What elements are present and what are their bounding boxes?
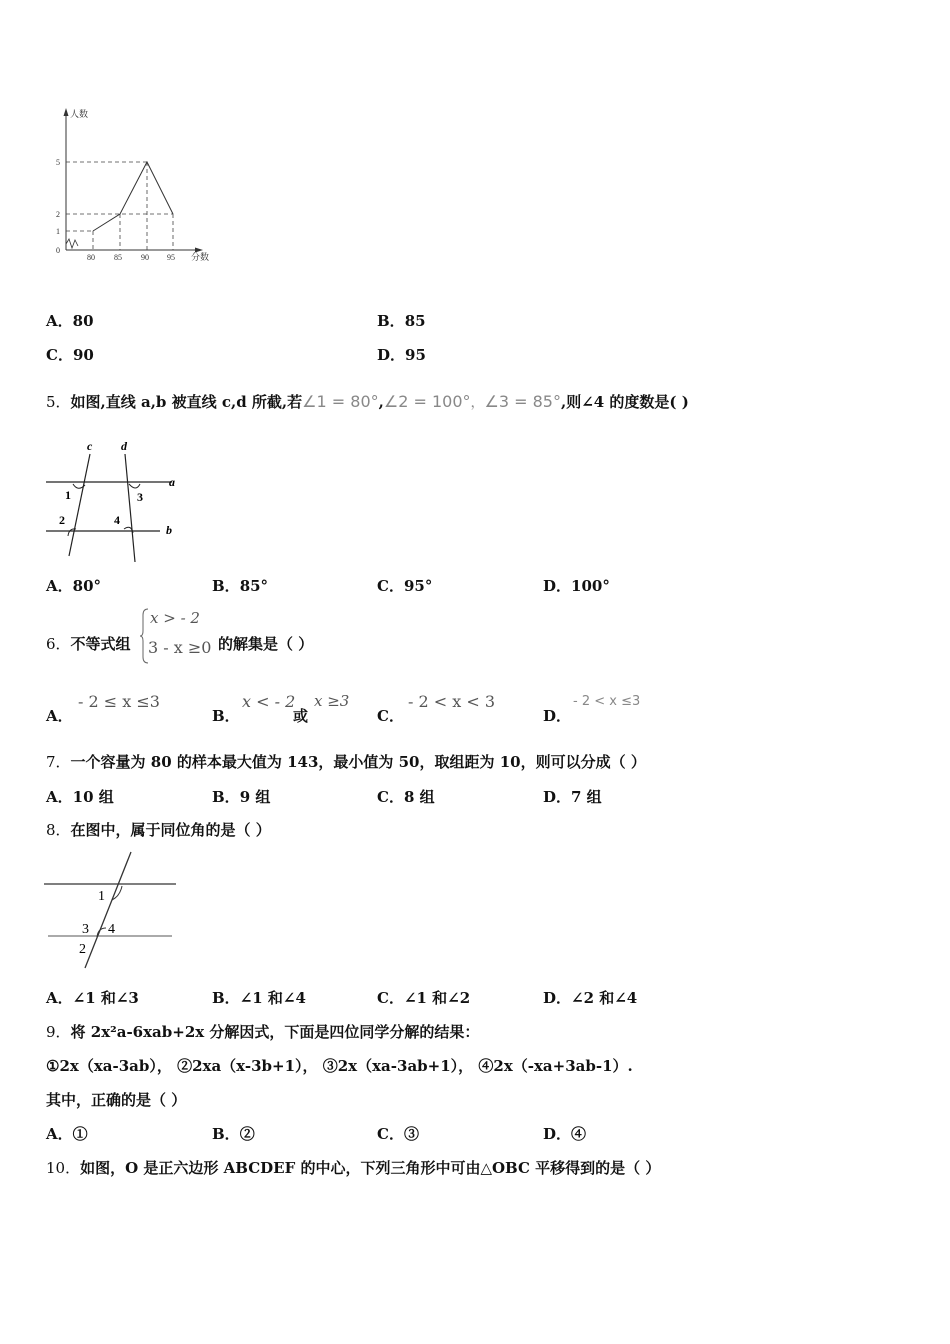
graph-xtick: 90 [141,253,149,262]
q7-option-c[interactable]: C．8 组 [377,788,435,806]
q6-option-b-math-a: x < - 2 [242,692,296,711]
q5-angle-3: 3 [137,490,143,504]
q6-number-stem: 6．不等式组 [46,635,131,653]
q8-stem: 8．在图中，属于同位角的是（ ） [46,821,271,839]
q6-option-d-math: - 2 < x ≤3 [573,694,641,709]
q6-option-d[interactable]: D． [543,707,572,725]
q9-question: 其中，正确的是（ ） [46,1091,187,1109]
q8-option-b[interactable]: B．∠1 和∠4 [212,989,306,1007]
q9-option-b[interactable]: B．② [212,1125,255,1143]
q7-option-d[interactable]: D．7 组 [543,788,602,806]
graph-ytick: 2 [56,210,60,219]
q8-angle-3: 3 [82,922,89,937]
q6-option-c-math: - 2 < x < 3 [408,692,496,711]
graph-ytick: 1 [56,227,60,236]
q9-option-d[interactable]: D．④ [543,1125,587,1143]
q5-option-d[interactable]: D．100° [543,577,610,595]
q5-label-d: d [121,439,127,453]
q8-option-d[interactable]: D．∠2 和∠4 [543,989,638,1007]
q9-option-a[interactable]: A．① [46,1125,88,1143]
q6-option-b-or: 或 [293,707,309,725]
graph-xtick: 95 [167,253,175,262]
q5-option-a[interactable]: A．80° [46,577,102,595]
q6-stem-end: 的解集是（ ） [218,635,314,653]
q5-label-b: b [166,523,172,537]
graph-ytick: 5 [56,158,60,167]
q5-stem: 5．如图,直线 a,b 被直线 c,d 所截,若∠1 = 80°,∠2 = 100°，∠3 = 85°,则∠4 的度数是( ) [46,392,689,411]
q4-option-b[interactable]: B．85 [377,312,426,330]
q6-option-a-math: - 2 ≤ x ≤3 [78,692,160,711]
graph-xlabel: 分数 [191,252,210,262]
q5-option-b[interactable]: B．85° [212,577,269,595]
q4-option-c[interactable]: C．90 [46,346,94,364]
q7-stem: 7．一个容量为 80 的样本最大值为 143，最小值为 50，取组距为 10，则可以分成（ ） [46,753,646,771]
q5-angle-2: 2 [59,513,65,527]
graph-xtick: 85 [114,253,122,262]
q6-option-a[interactable]: A． [46,707,73,725]
q5-label-c: c [87,439,93,453]
q8-figure [42,848,182,976]
q6-system-line2: 3 - x ≥0 [148,638,212,657]
q5-angle-4: 4 [114,513,120,527]
q5-label-a: a [169,475,175,489]
q10-number: 10． [46,1159,81,1177]
q10-stem: 10．如图，O 是正六边形 ABCDEF 的中心，下列三角形中可由△OBC 平移得到的是（ ） [46,1159,661,1177]
q6-option-c[interactable]: C． [377,707,404,725]
q6-option-b[interactable]: B． [212,707,240,725]
q9-number: 9． [46,1023,71,1041]
q5-option-c[interactable]: C．95° [377,577,433,595]
q4-option-d[interactable]: D．95 [377,346,426,364]
q6-number: 6． [46,635,71,653]
q6-system-line1: x > - 2 [150,609,200,627]
q9-option-c[interactable]: C．③ [377,1125,419,1143]
q5-cond1: ∠1 = 80° [302,392,379,411]
q5-angle-1: 1 [65,488,71,502]
q8-angle-1: 1 [98,889,105,904]
q8-option-c[interactable]: C．∠1 和∠2 [377,989,471,1007]
q8-number: 8． [46,821,71,839]
q8-angle-2: 2 [79,942,86,957]
q9-results: ①2x（xa-3ab）， ②2xa（x-3b+1）， ③2x（xa-3ab+1）， ④2x（-xa+3ab-1）. [46,1057,633,1075]
graph-ylabel: 人数 [70,109,89,119]
q7-option-a[interactable]: A．10 组 [46,788,114,806]
q7-option-b[interactable]: B．9 组 [212,788,271,806]
q5-cond3: ∠3 = 85° [484,392,561,411]
q4-option-a[interactable]: A．80 [46,312,94,330]
q6-option-b-math-b: x ≥3 [314,692,350,710]
q5-figure [40,436,190,566]
q7-number: 7． [46,753,71,771]
graph-xtick: 80 [87,253,95,262]
q5-cond2: ∠2 = 100° [383,392,471,411]
q5-number: 5． [46,393,71,411]
q9-stem: 9．将 2x²a-6xab+2x 分解因式，下面是四位同学分解的结果： [46,1023,480,1041]
score-distribution-graph [40,100,230,270]
q8-angle-4: 4 [108,922,115,937]
q8-option-a[interactable]: A．∠1 和∠3 [46,989,139,1007]
graph-origin: 0 [56,246,60,255]
